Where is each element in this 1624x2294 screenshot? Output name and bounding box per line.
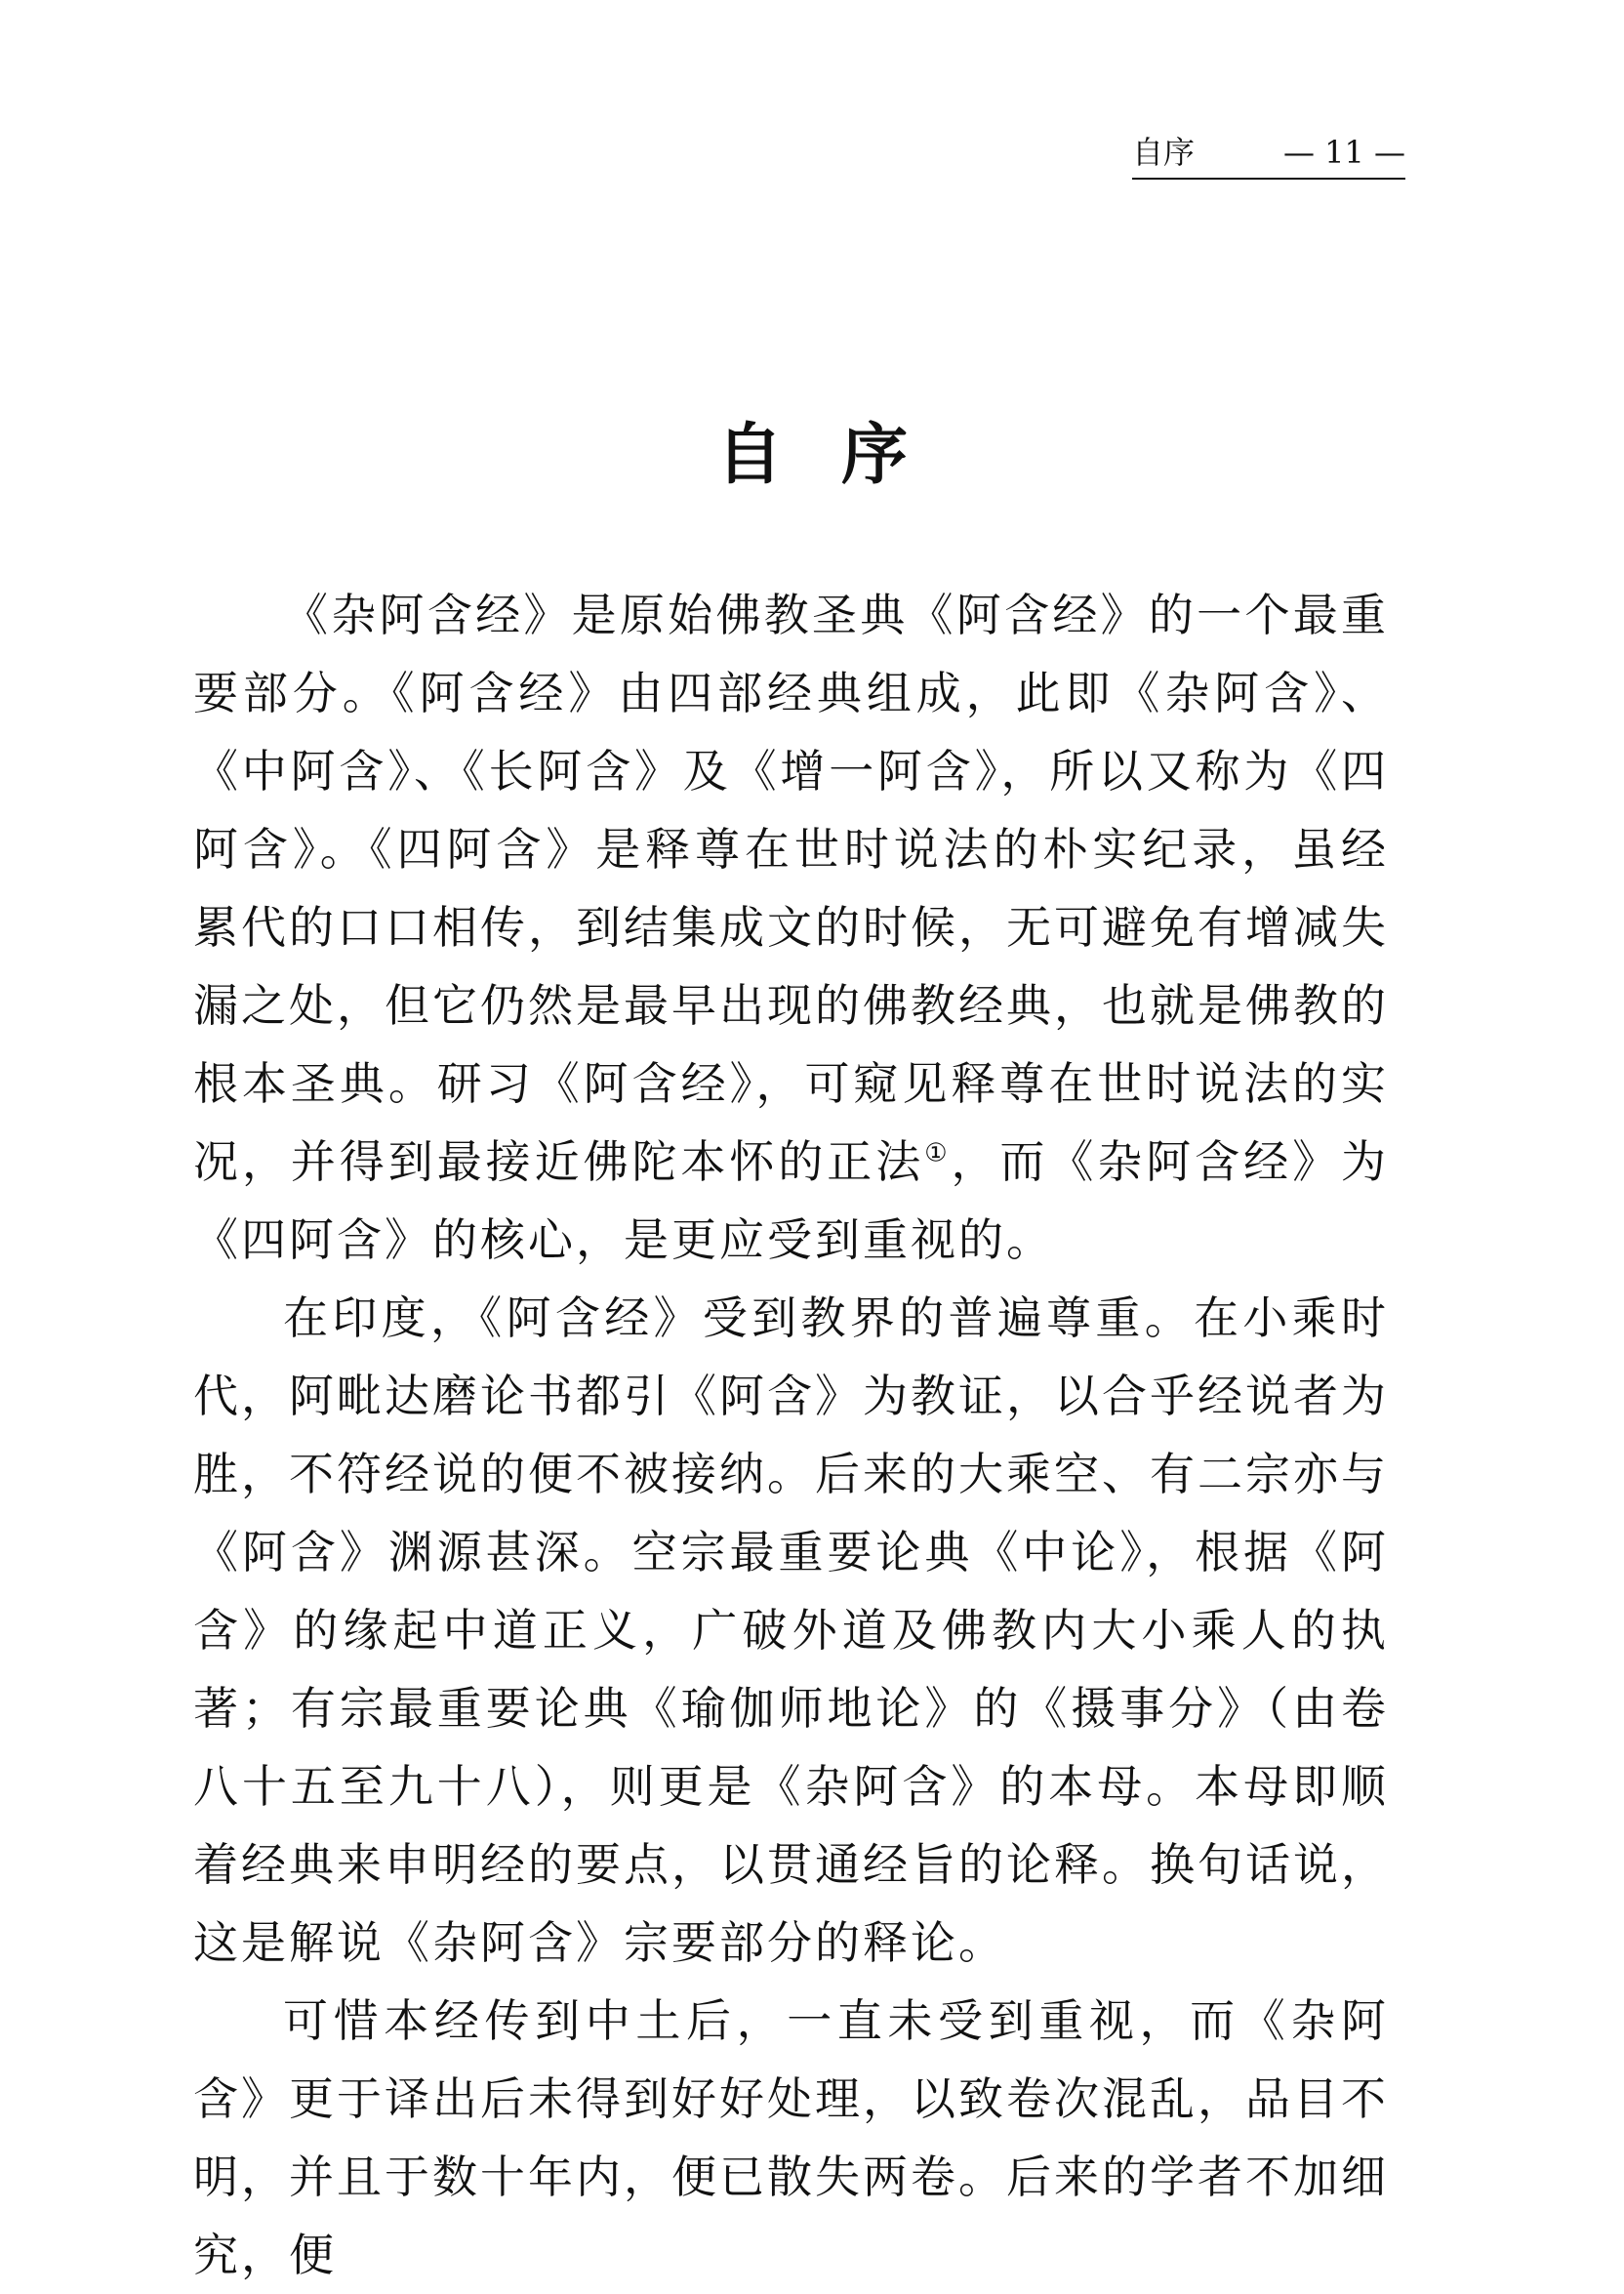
page-number: — 11 — <box>1282 134 1405 171</box>
paragraph-1 <box>193 576 1389 1279</box>
paragraph-1-text: 《杂阿含经》是原始佛教圣典《阿含经》的一个最重要部分。《阿含经》由四部经典组成，此即《杂阿含》、《中阿含》、《长阿含》及《增一阿含》，所以又称为《四阿含》。《四阿含》是释尊在世时说法的朴实纪录，虽经累代的口口相传，到结集成文的时候，无可避免有增减失漏之处，但它仍然是最早出现的佛教经典，也就是佛教的根本圣典。研习《阿含经》，可窥见释尊在世时说法的实况，并得到最接近佛陀本怀的正法 <box>193 589 1389 1188</box>
paragraph-2: 在印度，《阿含经》受到教界的普遍尊重。在小乘时代，阿毗达磨论书都引《阿含》为教证，以合乎经说者为胜，不符经说的便不被接纳。后来的大乘空、有二宗亦与《阿含》渊源甚深。空宗最重要论典《中论》，根据《阿含》的缘起中道正义，广破外道及佛教内大小乘人的执著；有宗最重要论典《瑜伽师地论》的《摄事分》（由卷八十五至九十八），则更是《杂阿含》的本母。本母即顺着经典来申明经的要点，以贯通经旨的论释。换句话说，这是解说《杂阿含》宗要部分的释论。 <box>193 1291 1389 1969</box>
paragraph-1-text-continued: ，而《杂阿含经》为《四阿含》的核心，是更应受到重视的。 <box>193 1135 1390 1266</box>
running-header <box>1132 127 1405 180</box>
paragraph-3: 可惜本经传到中土后，一直未受到重视，而《杂阿含》更于译出后未得到好好处理，以致卷次混乱，品目不明，并且于数十年内，便已散失两卷。后来的学者不加细究，便 <box>193 1994 1389 2281</box>
body-text <box>193 576 1389 2294</box>
header-section-title: 自序 <box>1132 134 1196 171</box>
footnote-marker: ① <box>924 1138 952 1168</box>
chapter-title: 自序 <box>715 415 966 494</box>
